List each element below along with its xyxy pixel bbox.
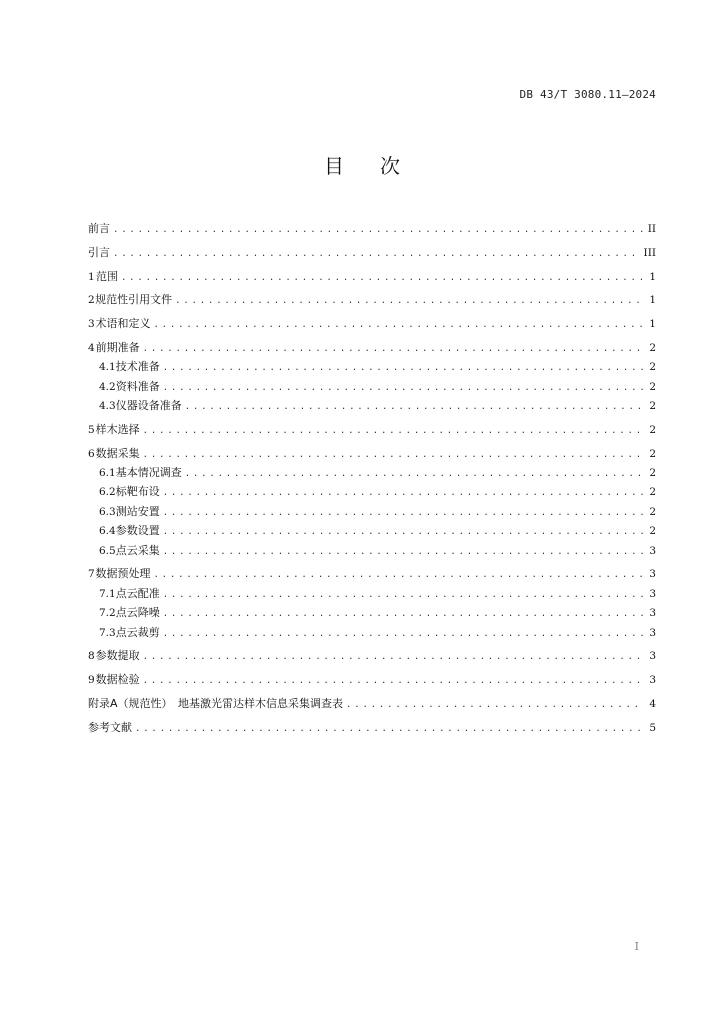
toc-entry-label: 前言: [88, 222, 110, 235]
toc-leader-dots: [143, 446, 644, 465]
toc-entry-label: 引言: [88, 245, 110, 259]
toc-entry-label: 术语和定义: [95, 317, 151, 331]
toc-entry-page: 2: [649, 361, 656, 374]
toc-entry-label: 参数提取: [95, 649, 140, 663]
toc-leader-dots: [163, 484, 644, 503]
toc-entry[interactable]: [88, 502, 656, 521]
page-number: I: [634, 940, 639, 953]
toc-entry[interactable]: [88, 420, 656, 439]
toc-entry-page: 3: [649, 587, 656, 600]
toc-leader-dots: [185, 465, 644, 484]
toc-leader-dots: [163, 605, 644, 624]
toc-entry-label: 数据检验: [95, 673, 140, 687]
toc-entry-number: 2: [88, 294, 95, 307]
toc-entry-label: 点云配准: [115, 586, 160, 600]
toc-entry-page: 2: [649, 467, 656, 480]
toc-entry-label: 参考文献: [88, 720, 132, 734]
toc-entry-page: 3: [649, 626, 656, 639]
toc-entry-label: 技术准备: [115, 360, 160, 374]
toc-entry-page: 2: [649, 486, 656, 499]
toc-leader-dots: [346, 696, 644, 715]
toc-entry-number: 6.2: [99, 486, 116, 499]
toc-entry[interactable]: [88, 718, 656, 737]
toc-entry-number: 3: [88, 318, 95, 331]
toc-leader-dots: [143, 422, 644, 441]
toc-entry[interactable]: [88, 338, 656, 357]
toc-entry-label: 前期准备: [95, 340, 140, 354]
toc-entry[interactable]: [88, 219, 656, 238]
toc-leader-dots: [163, 379, 644, 398]
document-number: DB 43/T 3080.11—2024: [519, 88, 656, 101]
page-title: 目次: [324, 154, 436, 178]
toc-leader-dots: [143, 672, 644, 691]
toc-entry-number: 7.1: [99, 587, 116, 600]
toc-entry-label: 参数设置: [115, 524, 160, 538]
table-of-contents: [88, 219, 656, 737]
toc-entry-number: 6.5: [99, 544, 116, 557]
toc-entry-page: 2: [649, 380, 656, 393]
toc-leader-dots: [153, 566, 644, 585]
toc-entry-page: 5: [649, 721, 656, 734]
toc-entry-number: 6: [88, 447, 95, 460]
toc-entry-number: 4.2: [99, 380, 116, 393]
toc-entry-page: 2: [649, 525, 656, 538]
toc-entry-page: 2: [649, 505, 656, 518]
toc-entry-label: 基本情况调查: [115, 466, 182, 480]
toc-entry-label: 标靶布设: [115, 485, 160, 499]
toc-entry-label: 仪器设备准备: [115, 399, 182, 413]
toc-entry-label: 附录A（规范性） 地基激光雷达样木信息采集调查表: [88, 696, 344, 710]
toc-entry-page: 3: [649, 607, 656, 620]
toc-entry[interactable]: [88, 646, 656, 665]
toc-entry[interactable]: [88, 377, 656, 396]
toc-entry[interactable]: [88, 314, 656, 333]
toc-leader-dots: [175, 292, 644, 311]
toc-entry-number: 4.3: [99, 400, 116, 413]
toc-entry-page: 4: [649, 697, 656, 710]
toc-entry[interactable]: [88, 521, 656, 540]
toc-entry[interactable]: [88, 267, 656, 286]
toc-entry-number: 4: [88, 341, 95, 354]
toc-entry[interactable]: [88, 564, 656, 583]
toc-entry-number: 4.1: [99, 361, 116, 374]
toc-entry-label: 样木选择: [95, 422, 140, 436]
toc-entry[interactable]: [88, 463, 656, 482]
toc-entry-label: 范围: [95, 269, 118, 283]
toc-entry-number: 5: [88, 423, 95, 436]
toc-leader-dots: [143, 648, 644, 667]
toc-leader-dots: [135, 720, 644, 739]
toc-entry[interactable]: [88, 290, 656, 309]
toc-entry-number: 9: [88, 674, 95, 687]
toc-entry[interactable]: [88, 541, 656, 560]
toc-leader-dots: [163, 625, 644, 644]
toc-entry-page: II: [647, 223, 656, 235]
toc-entry-label: 数据预处理: [95, 567, 151, 581]
toc-leader-dots: [163, 504, 644, 523]
toc-entry[interactable]: [88, 243, 656, 262]
toc-entry-number: 7.2: [99, 607, 116, 620]
toc-entry[interactable]: [88, 444, 656, 463]
toc-leader-dots: [153, 316, 644, 335]
toc-leader-dots: [121, 269, 644, 288]
toc-entry[interactable]: [88, 694, 656, 713]
toc-entry-number: 6.4: [99, 525, 116, 538]
toc-entry-page: 2: [649, 400, 656, 413]
toc-entry-label: 点云降噪: [115, 606, 160, 620]
toc-leader-dots: [143, 340, 644, 359]
toc-entry-label: 点云采集: [115, 543, 160, 557]
toc-entry-label: 测站安置: [115, 504, 160, 518]
toc-leader-dots: [185, 398, 644, 417]
toc-entry-page: 2: [649, 447, 656, 460]
toc-entry-page: 1: [649, 318, 656, 331]
toc-entry-page: 3: [649, 568, 656, 581]
toc-leader-dots: [163, 586, 644, 605]
toc-entry-number: 7.3: [99, 626, 116, 639]
toc-entry[interactable]: [88, 482, 656, 501]
toc-entry-page: 1: [649, 270, 656, 283]
toc-leader-dots: [163, 543, 644, 562]
toc-leader-dots: [163, 523, 644, 542]
toc-leader-dots: [163, 359, 644, 378]
toc-entry-page: 2: [649, 423, 656, 436]
toc-entry[interactable]: [88, 396, 656, 415]
toc-entry-page: 3: [649, 650, 656, 663]
toc-entry-label: 资料准备: [115, 379, 160, 393]
toc-entry-number: 6.1: [99, 467, 116, 480]
toc-entry[interactable]: [88, 670, 656, 689]
toc-entry[interactable]: [88, 584, 656, 603]
toc-entry-page: 3: [649, 544, 656, 557]
toc-entry-label: 点云裁剪: [115, 625, 160, 639]
toc-entry[interactable]: [88, 603, 656, 622]
toc-leader-dots: [113, 245, 640, 264]
toc-entry-number: 1: [88, 270, 95, 283]
toc-entry-number: 8: [88, 650, 95, 663]
toc-leader-dots: [113, 221, 644, 240]
toc-entry-number: 6.3: [99, 505, 116, 518]
toc-entry-number: 7: [88, 568, 95, 581]
toc-entry[interactable]: [88, 357, 656, 376]
toc-entry-page: III: [643, 246, 656, 259]
toc-entry-page: 1: [649, 294, 656, 307]
toc-entry[interactable]: [88, 623, 656, 642]
toc-entry-label: 数据采集: [95, 446, 140, 460]
toc-entry-label: 规范性引用文件: [95, 293, 173, 307]
toc-entry-page: 2: [649, 341, 656, 354]
toc-entry-page: 3: [649, 674, 656, 687]
